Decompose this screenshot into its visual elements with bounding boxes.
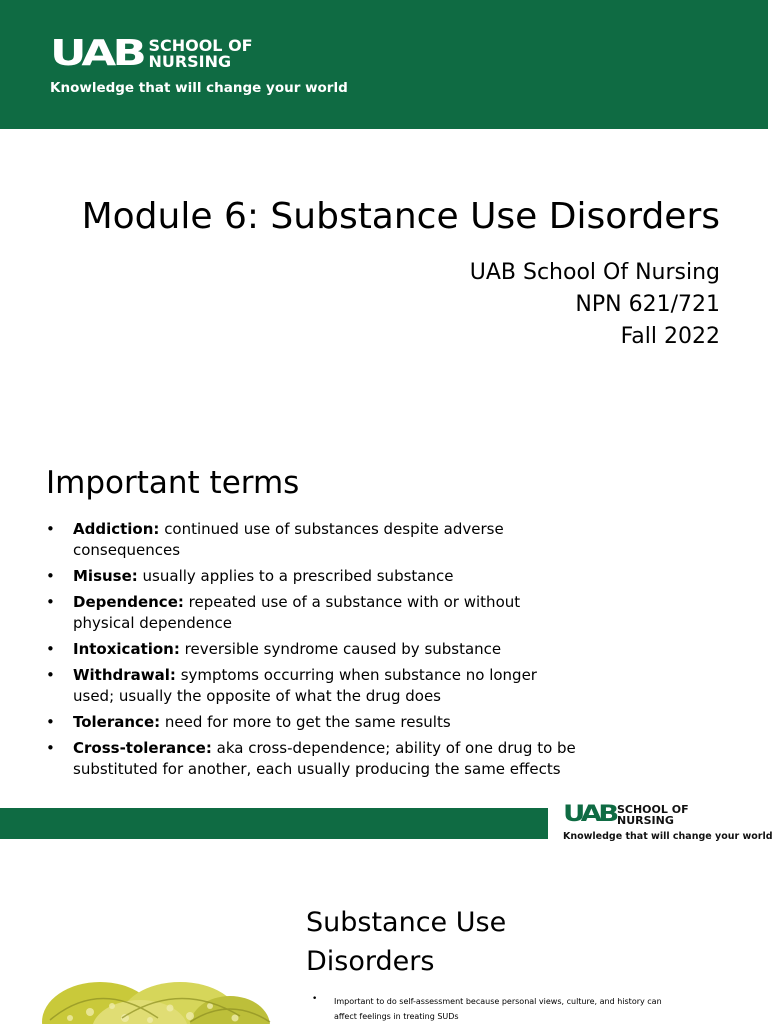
uab-logo-mark: UAB (50, 33, 144, 74)
list-item (46, 712, 576, 733)
term-label: Cross-tolerance: (73, 739, 212, 757)
subtitle-school: UAB School Of Nursing (469, 260, 720, 285)
list-item (46, 665, 576, 707)
footer-tagline: Knowledge that will change your world (563, 831, 773, 842)
pickle-slices-image (30, 960, 270, 1024)
term-label: Misuse: (73, 567, 138, 585)
important-terms-heading: Important terms (46, 465, 300, 501)
logo-line-1: SCHOOL OF (148, 36, 253, 55)
term-definition: usually applies to a prescribed substance (137, 567, 454, 585)
term-label: Withdrawal: (73, 666, 176, 684)
term-label: Intoxication: (73, 640, 180, 658)
logo-line-2: NURSING (148, 52, 232, 71)
logo-wordmark (148, 38, 252, 70)
term-label: Tolerance: (73, 713, 161, 731)
subtitle-course: NPN 621/721 (575, 292, 720, 317)
list-item (46, 566, 576, 587)
subtitle-term: Fall 2022 (620, 324, 720, 349)
term-definition: repeated use of a substance with or without physical dependence (73, 593, 521, 632)
term-definition: continued use of substances despite adverse consequences (73, 520, 504, 559)
logo-line-2: NURSING (616, 814, 674, 827)
uab-logo-mark: UAB (563, 802, 616, 827)
self-assessment-bullet: • Important to do self-assessment because personal views, culture, and history can affect feelings in treating SUDs (312, 994, 664, 1024)
term-definition: need for more to get the same results (160, 713, 451, 731)
list-item (46, 519, 576, 561)
module-title: Module 6: Substance Use Disorders (81, 196, 720, 237)
heading-line-2: Disorders (306, 946, 435, 977)
term-label: Dependence: (73, 593, 184, 611)
substance-use-disorders-heading (306, 903, 566, 981)
term-definition: reversible syndrome caused by substance (179, 640, 502, 658)
slide1-header-band (0, 0, 768, 129)
list-item (46, 592, 576, 634)
terms-list (46, 519, 576, 785)
heading-line-1: Substance Use (306, 907, 507, 938)
uab-school-of-nursing-logo (50, 33, 253, 74)
list-item (46, 738, 576, 780)
term-definition: symptoms occurring when substance no longer used; usually the opposite of what the drug does (73, 666, 537, 705)
list-item (46, 639, 576, 660)
slide2-footer-band (0, 808, 548, 839)
module-subtitle (470, 257, 720, 353)
logo-tagline: Knowledge that will change your world (50, 80, 348, 96)
footer-uab-logo (563, 804, 689, 826)
logo-wordmark (617, 804, 689, 826)
term-label: Addiction: (73, 520, 160, 538)
logo-line-1: SCHOOL OF (616, 803, 689, 816)
term-definition: aka cross-dependence; ability of one drug to be substituted for another, each usually producing the same effects (73, 739, 576, 778)
